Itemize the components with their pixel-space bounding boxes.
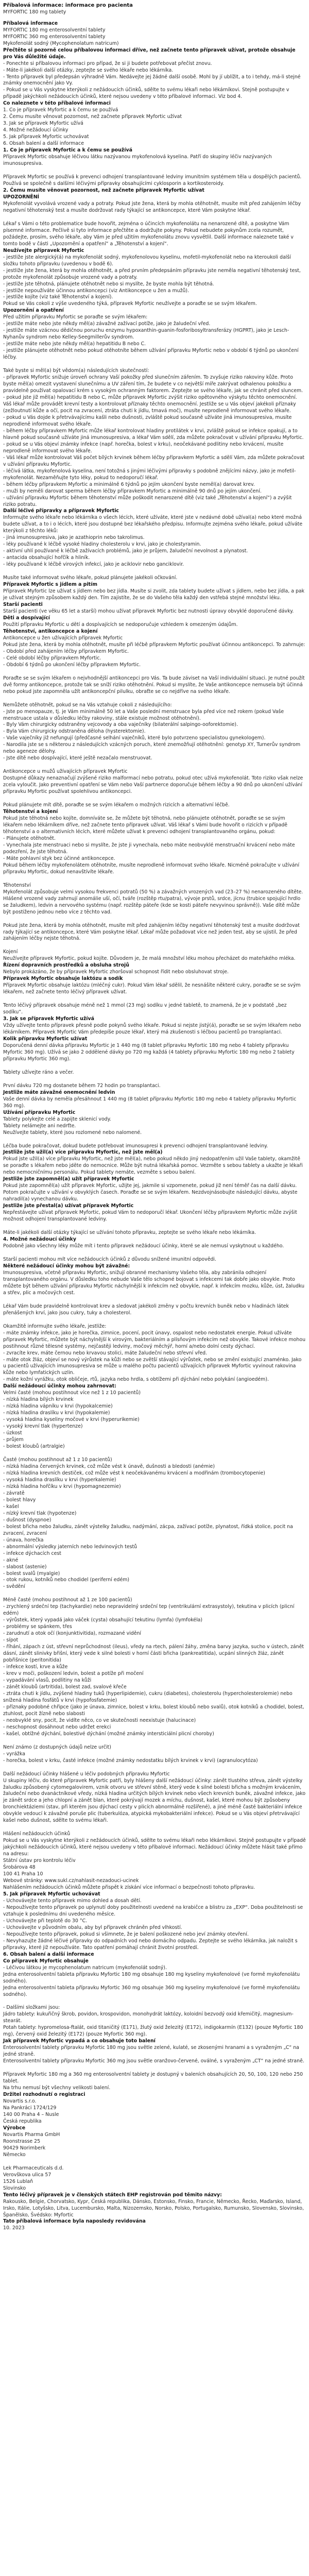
title-spacer — [3, 16, 306, 21]
paragraph: - jestliže jste alergický(á) na mykofenolát sodný, mykofenolovou kyselinu, mofetil-mykofenolát nebo na kteroukoli další složku tohoto přípravku (uvedenou v bodě 6). - jestliže jste žena, která by mohla otěhotnět, a před prvním předepsáním přípravku jste neměla negativní těhotenský test, protože mykofenolát způsobuje vrozené vady a potraty. - jestliže jste těhotná, plánujete otěhotnět nebo si myslíte, že byste mohla být těhotná. - jestliže nepoužíváte účinnou antikoncepci (viz Antikoncepce u žen a mužů). - jestliže kojíte (viz také Těhotenství a kojení). — [3, 254, 301, 300]
paragraph: Informujte svého lékaře nebo lékárníka o všech lécích, které užíváte, které jste v nedávné době užíval(a) nebo které možná budete užívat, a to i o lécích, které jsou dostupné bez lékařského předpisu. Informujte zejména svého lékaře, pokud užíváte kterýkoli z těchto léků: - jiná imunosupresiva, jako je azathioprin nebo takrolimus. - léky používané k léčbě vysoké hladiny cholesterolu v krvi, jako je cholestyramin. - aktivní uhlí používané k léčbě zažívacích problémů, jako je průjem, žaludeční nevolnost a plynatost. - antacida obsahující hořčík a hliník. - léky používané k léčbě virových infekcí, jako je aciklovir nebo ganciklovir. Musíte také informovat svého lékaře, pokud plánujete jakékoli očkování. — [3, 515, 303, 581]
section-heading: Kolik přípravku Myfortic užívat — [3, 1036, 88, 1042]
paragraph: Nebylo prokázáno, že by přípravek Myfortic zhoršoval schopnost řídit nebo obsluhovat stroje. — [3, 969, 229, 975]
section-heading: Přípravek Myfortic obsahuje laktózu a sodík — [3, 976, 123, 982]
document-body — [3, 21, 306, 2232]
paragraph: Přípravek Myfortic obsahuje laktózu (mléčný cukr). Pokud Vám lékař sdělil, že nesnášíte některé cukry, poraďte se se svým lékařem, než začnete tento léčivý přípravek užívat. Tento léčivý přípravek obsahuje méně než 1 mmol (23 mg) sodíku v jedné tabletě, to znamená, že je v podstatě „bez sodíku“. — [3, 982, 301, 1015]
document-title: Příbalová informace: informace pro pacienta — [3, 3, 133, 8]
paragraph: Velmi časté (mohou postihnout více než 1 z 10 pacientů) - nízká hladina bílých krvinek - nízká hladina vápníku v krvi (hypokalcemie) - nízká hladina draslíku v krvi (hypokalemie) - vysoká hladina kyseliny močové v krvi (hyperurikemie) - vysoký krevní tlak (hypertenze) - úzkost - průjem - bolest kloubů (artralgie) Časté (mohou postihnout až 1 z 10 pacientů) - nízká hladina červených krvinek, což může vést k únavě, dušnosti a bledosti (anémie) - nízká hladina krevních destiček, což může vést k neočekávanému krvácení a modřinám (trombocytopenie) - vysoká hladina draslíku v krvi (hyperkalemie) - nízká hladina hořčíku v krvi (hypomagnezemie) - závratě - bolest hlavy - kašel - nízký krevní tlak (hypotenze) - dušnost (dyspnoe) - bolest břicha nebo žaludku, zánět výstelky žaludku, nadýmání, zácpa, zažívací potíže, plynatost, řídká stolice, pocit na zvracení, zvracení - únava, horečka - abnormální výsledky jaterních nebo ledvinových testů - infekce dýchacích cest - akné - slabost (astenie) - bolest svalů (myalgie) - otok rukou, kotníků nebo chodidel (periferní edém) - svědění Méně časté (mohou postihnout až 1 ze 100 pacientů) - zrychlený srdeční tep (tachykardie) nebo nepravidelný srdeční tep (ventrikulární extrasystoly), tekutina v plicích (plicní edém) - výrůstek, který vypadá jako váček (cysta) obsahující tekutinu (lymfa) (lymfokéla) - problémy se spánkem, třes - zarudnutí a otok očí (konjunktivitida), rozmazané vidění - sípot - říhání, zápach z úst, střevní neprůchodnost (ileus), vředy na rtech, pálení žáhy, změna barvy jazyka, sucho v ústech, zánět dásní, zánět slinivky břišní, který vede k silné bolesti v horní části břicha (pankreatitida), ucpání slinných žláz, zánět pobřišnice (peritonitida) - infekce kostí, krve a kůže - krev v moči, poškození ledvin, bolest a potíže při močení - vypadávání vlasů, podlitiny na kůži - zánět kloubů (artritida), bolest zad, svalové křeče - ztráta chuti k jídlu, zvýšené hladiny tuků (hyperlipidemie), cukru (diabetes), cholesterolu (hypercholesterolemie) nebo snížená hladina fosfátů v krvi (hypofosfatemie) - příznaky podobné chřipce (jako je únava, zimnice, bolest v krku, bolest kloubů nebo svalů), otok kotníků a chodidel, bolest, ztuhlost, pocit žízně nebo slabosti - neobvyklé sny, pocit, že vidíte něco, co ve skutečnosti neexistuje (halucinace) - neschopnost dosáhnout nebo udržet erekci - kašel, obtížné dýchání, bolestivé dýchání (možné známky intersticiální plicní choroby) Není známo (z dostupných údajů nelze určit) - vyrážka - horečka, bolest v krku, časté infekce (možné známky nedostatku bílých krvinek v krvi) (agranulocytóza) Další nežádoucí účinky hlášené u léčiv podobných přípravku Myfortic U skupiny léčiv, do které přípravek Myfortic patří, byly hlášeny další nežádoucí účinky: zánět tlustého střeva, zánět výstelky žaludku způsobený cytomegalovirem, vznik otvoru ve střevní stěně, který vede k silné bolesti břicha s možným krvácením, žaludeční nebo dvanáctníkové vředy, nízká hladina určitých bílých krvinek nebo všech krevních buněk, závažné infekce, jako je zánět srdce a jeho chlopní a zánět blan, které pokrývají mozek a míchu, dušnost, kašel, které mohou být způsobeny bronchiektáziemi (stav, při kterém jsou dýchací cesty v plicích abnormálně rozšířené), a jiné méně časté bakteriální infekce obvykle vedoucí k závažné poruše plic (tuberkulóza, atypická mykobakteriální infekce). Pokud se u Vás objeví přetrvávající kašel nebo dušnost, sdělte to svému lékaři. Hlášení nežádoucích účinků Pokud se u Vás vyskytne kterýkoli z nežádoucích účinků, sdělte to svému lékaři nebo lékárníkovi. Stejně postupujte v případě jakýchkoli nežádoucích účinků, které nejsou uvedeny v této příbalové informaci. Nežádoucí účinky můžete hlásit také přímo na adresu: Státní ústav pro kontrolu léčiv Šrobárova 48 100 41 Praha 10 Webové stránky: www.sukl.cz/nahlasit-nezadouci-ucinek Nahlášením nežádoucích účinků můžete přispět k získání více informací o bezpečnosti tohoto přípravku. — [3, 1390, 306, 1891]
paragraph: MYFORTIC 180 mg enterosolventní tablety MYFORTIC 360 mg enterosolventní tablety Mykofenolát sodný (Mycophenolatum natricum) — [3, 27, 119, 46]
paragraph: - Uchovávejte tento přípravek mimo dohled a dosah dětí. - Nepoužívejte tento přípravek po uplynutí doby použitelnosti uvedené na krabičce a blistru za „EXP“. Doba použitelnosti se vztahuje k poslednímu dni uvedeného měsíce. - Uchovávejte při teplotě do 30 °C. - Uchovávejte v původním obalu, aby byl přípravek chráněn před vlhkostí. - Nepoužívejte tento přípravek, pokud si všimnete, že je balení poškozené nebo jeví známky otevření. - Nevyhazujte žádné léčivé přípravky do odpadních vod nebo domácího odpadu. Zeptejte se svého lékárníka, jak naložit s přípravky, které již nepoužíváte. Tato opatření pomáhají chránit životní prostředí. — [3, 1897, 303, 1951]
paragraph: Rakousko, Belgie, Chorvatsko, Kypr, Česká republika, Dánsko, Estonsko, Finsko, Francie, Německo, Řecko, Maďarsko, Island, Irsko, Itálie, Lotyšsko, Litva, Lucembursko, Malta, Nizozemsko, Norsko, Polsko, Portugalsko, Rumunsko, Slovensko, Slovinsko, Španělsko, Švédsko: Myfortic — [3, 2198, 305, 2218]
section-heading: 1. Co je přípravek Myfortic a k čemu se používá — [3, 147, 132, 154]
paragraph: Přípravek Myfortic obsahuje léčivou látku nazývanou mykofenolová kyselina. Patří do skupiny léčiv nazývaných imunosupresiva. Přípravek Myfortic se používá k prevenci odhojení transplantované ledviny imunitním systémem těla u dospělých pacientů. Používá se společně s dalšími léčivými přípravky obsahujícími cyklosporin a kortikosteroidy. — [3, 154, 302, 187]
section-heading: Tato příbalová informace byla naposledy revidována — [3, 2218, 146, 2225]
paragraph: 10. 2023 — [3, 2225, 25, 2231]
section-heading: Jak přípravek Myfortic vypadá a co obsahuje toto balení — [3, 2038, 156, 2044]
section-heading: Přípravek Myfortic s jídlem a pitím — [3, 582, 98, 588]
paragraph: Vždy užívejte tento přípravek přesně podle pokynů svého lékaře. Pokud si nejste jistý(á), poraďte se se svým lékařem nebo lékárníkem. Přípravek Myfortic Vám předepíše pouze lékař, který má zkušenosti s léčbou pacientů po transplantaci. — [3, 1023, 303, 1036]
paragraph: Enterosolventní tablety přípravku Myfortic 180 mg jsou světle zelené, kulaté, se zkosenými hranami a s vyraženým „C“ na jedné straně. Enterosolventní tablety přípravku Myfortic 360 mg jsou světle oranžovo-červené, oválné, s vyraženým „CT“ na jedné straně. Přípravek Myfortic 180 mg a 360 mg enterosolventní tablety je dostupný v baleních obsahujících 20, 50, 100, 120 nebo 250 tablet. Na trhu nemusí být všechny velikosti balení. — [3, 2045, 304, 2091]
section-heading: Jestliže jste zapomněl(a) užít přípravek Myfortic — [3, 1176, 134, 1182]
paragraph: Imunosupresiva, včetně přípravku Myfortic, snižují obranné mechanismy Vašeho těla, aby zabránila odhojení transplantovaného orgánu. V důsledku toho nebude Vaše tělo schopné bojovat s infekcemi tak dobře jako obvykle. Proto můžete být během užívání přípravku Myfortic náchylnější k infekcím než obvykle, např. k infekcím mozku, kůže, úst, žaludku a střev, plic a močových cest. Lékař Vám bude pravidelně kontrolovat krev a sledovat jakékoli změny v počtu krevních buněk nebo v hladinách látek přenášených krví, jako jsou cukry, tuky a cholesterol. Okamžitě informujte svého lékaře, jestliže: - máte známky infekce, jako je horečka, zimnice, pocení, pocit únavy, ospalost nebo nedostatek energie. Pokud užíváte přípravek Myfortic, můžete být náchylnější k virovým, bakteriálním a plísňovým infekcím než obvykle. Takové infekce mohou postihnout různé tělesné systémy, nejčastěji ledviny, močový měchýř, horní a/nebo dolní cesty dýchací. - zvracíte krev, máte černou nebo krvavou stolici, máte žaludeční nebo střevní vřed. - máte otok žláz, objeví se nový výrůstek na kůži nebo se zvětší stávající výrůstek, nebo se změní existující znaménko. Jako u pacientů užívajících imunosupresiva se může u malého počtu pacientů užívajících přípravek Myfortic vyvinout rakovina kůže nebo lymfatických uzlin. - máte kožní vyrážku, otok obličeje, rtů, jazyka nebo hrdla, s obtížemi při dýchání nebo polykání (angioedém). — [3, 1269, 306, 1383]
paragraph: Použití přípravku Myfortic u dětí a dospívajících se nedoporučuje vzhledem k omezeným údajům. — [3, 621, 238, 628]
section-heading: 5. Jak přípravek Myfortic uchovávat — [3, 1891, 100, 1897]
section-heading: Jestliže jste přestal(a) užívat přípravek Myfortic — [3, 1203, 134, 1209]
section-heading: Řízení dopravních prostředků a obsluha strojů — [3, 962, 129, 969]
section-heading: Tento léčivý přípravek je v členských státech EHP registrován pod těmito názvy: — [3, 2192, 222, 2198]
paragraph: Tablety polykejte celé a zapijte sklenicí vody. Tablety nelámejte ani nedrťte. Neužívejte tablety, které jsou rozlomené nebo nalomené. Léčba bude pokračovat, dokud budete potřebovat imunosupresi k prevenci odhojení transplantované ledviny. — [3, 1116, 268, 1149]
section-heading: Děti a dospívající — [3, 615, 50, 621]
paragraph: Před užitím přípravku Myfortic se poraďte se svým lékařem: - jestliže máte nebo jste někdy měl(a) závažné zažívací potíže, jako je žaludeční vřed. - jestliže máte vzácnou dědičnou poruchu enzymu hypoxanthin-guanin-fosforibosyltransferázy (HGPRT), jako je Lesch-Nyhanův syndrom nebo Kelley-Seegmillerův syndrom. - jestliže máte nebo jste někdy měl(a) hepatitidu B nebo C. - jestliže plánujete otěhotnět nebo pokud otěhotníte během užívání přípravku Myfortic nebo v období 6 týdnů po ukončení léčby. Také byste si měl(a) být vědom(a) následujících skutečností: - přípravek Myfortic snižuje úroveň ochrany Vaší pokožky před slunečním zářením. To zvyšuje riziko rakoviny kůže. Proto byste měl(a) omezit vystavení slunečnímu a UV záření tím, že budete v co největší míře zakrývat odhalenou pokožku a pravidelně používat opalovací krém s vysokým ochranným faktorem. Zeptejte se svého lékaře, jak se chránit před sluncem. - pokud jste již měl(a) hepatitidu B nebo C, může přípravek Myfortic zvýšit riziko opětovného výskytu těchto onemocnění. Váš lékař může provádět krevní testy a kontrolovat příznaky těchto onemocnění. Jestliže se u Vás objeví jakékoli příznaky (zežloutnutí kůže a očí, pocit na zvracení, ztráta chuti k jídlu, tmavá moč), musíte neprodleně informovat svého lékaře. - pokud u Vás dojde k přetrvávajícímu kašli nebo dušnosti, zvláště pokud současně užíváte jiná imunosupresiva, musíte neprodleně informovat svého lékaře. - během léčby přípravkem Myfortic může lékař kontrolovat hladiny protilátek v krvi, zvláště pokud se infekce opakují, a to hlavně pokud současně užíváte jiná imunosupresiva, a lékař Vám sdělí, zda můžete pokračovat v užívání přípravku Myfortic. - pokud se u Vás objeví známky infekce (např. horečka, bolest v krku), neočekávané podlitiny nebo krvácení, musíte neprodleně informovat svého lékaře. - Váš lékař může kontrolovat Váš počet bílých krvinek během léčby přípravkem Myfortic a sdělí Vám, zda můžete pokračovat v užívání přípravku Myfortic. - léčivá látka, mykofenolová kyselina, není totožná s jinými léčivými přípravky s podobně znějícími názvy, jako je mofetil-mykofenolát. Nezaměňujte tyto léky, pokud to nedoporučí lékař. - během léčby přípravkem Myfortic a minimálně 6 týdnů po jejím ukončení byste neměl(a) darovat krev. - muži by neměli darovat sperma během léčby přípravkem Myfortic a minimálně 90 dnů po jejím ukončení. - užívání přípravku Myfortic během těhotenství může poškodit nenarozené dítě (viz také „Těhotenství a kojení“) a zvýšit riziko potratu. — [3, 314, 305, 507]
paragraph: Mykofenolát vyvolává vrozené vady a potraty. Pokud jste žena, která by mohla otěhotnět, musíte mít před zahájením léčby negativní těhotenský test a musíte dodržovat rady týkající se antikoncepce, které Vám poskytne lékař. Lékař s Vámi o této problematice bude hovořit, zejména o účincích mykofenolátu na nenarozené dítě, a poskytne Vám písemné informace. Pečlivě si tyto informace přečtěte a dodržujte pokyny. Pokud nebudete pokynům zcela rozumět, požádejte, prosím, svého lékaře, aby Vám je před užitím mykofenolátu znovu vysvětlil. Další informace naleznete také v tomto bodě v části „Upozornění a opatření“ a „Těhotenství a kojení“. — [3, 200, 301, 247]
document-subtitle: MYFORTIC 180 mg tablety — [3, 9, 66, 15]
section-heading: Co přípravek Myfortic obsahuje — [3, 1958, 89, 1964]
section-heading: Jestliže jste užil(a) více přípravku Myfortic, než jste měl(a) — [3, 1149, 163, 1156]
paragraph: Antikoncepce u žen užívajících přípravek Myfortic Pokud jste žena, která by mohla otěhotnět, musíte při léčbě přípravkem Myfortic používat účinnou antikoncepci. To zahrnuje: - Období před zahájením léčby přípravkem Myfortic. - Celé období léčby přípravkem Myfortic. - Období 6 týdnů po ukončení léčby přípravkem Myfortic. Poraďte se se svým lékařem o nejvhodnější antikoncepci pro Vás. Ta bude záviset na Vaší individuální situaci. Je nutné použít dvě formy antikoncepce, protože tak se sníží riziko otěhotnění. Pokud si myslíte, že Vaše antikoncepce nemusela být účinná nebo pokud jste zapomněla užít antikoncepční pilulku, obraťte se co nejdříve na svého lékaře. Nemůžete otěhotnět, pokud se na Vás vztahuje cokoli z následujícího: - Jste po menopauze, tj. je Vám minimálně 50 let a Vaše poslední menstruace byla před více než rokem (pokud Vaše menstruace ustala v důsledku léčby rakoviny, stále existuje možnost otěhotnění). - Byly Vám chirurgicky odstraněny vejcovody a oba vaječníky (bilaterální salpingo-ooforektomie). - Byla Vám chirurgicky odstraněna děloha (hysterektomie). - Vaše vaječníky již nefungují (předčasné selhání vaječníků, které bylo potvrzeno specialistou gynekologem). - Narodila jste se s některou z následujících vzácných poruch, které znemožňují otěhotnění: genotyp XY, Turnerův syndrom nebo ageneze dělohy. - Jste dítě nebo dospívající, které ještě nezačalo menstruovat. Antikoncepce u mužů užívajících přípravek Myfortic Dostupné důkazy nenaznačují zvýšené riziko malformací nebo potratu, pokud otec užívá mykofenolát. Toto riziko však nelze zcela vyloučit. Jako preventivní opatření se Vám nebo Vaší partnerce doporučuje během léčby a 90 dnů po ukončení užívání přípravku Myfortic používat spolehlivou antikoncepci. Pokud plánujete mít dítě, poraďte se se svým lékařem o možných rizicích a alternativní léčbě. — [3, 635, 305, 808]
section-heading: Starší pacienti — [3, 602, 43, 608]
section-heading: 2. Čemu musíte věnovat pozornost, než začnete přípravek Myfortic užívat — [3, 187, 204, 193]
section-heading: Těhotenství, antikoncepce a kojení — [3, 628, 98, 634]
section-heading: Některé nežádoucí účinky mohou být závažné: — [3, 1263, 130, 1269]
paragraph: - Léčivou látkou je mycophenolatum natricum (mykofenolát sodný). Jedna enterosolventní tableta přípravku Myfortic 180 mg obsahuje 180 mg kyseliny mykofenolové (ve formě mykofenolátu sodného). Jedna enterosolventní tableta přípravku Myfortic 360 mg obsahuje 360 mg kyseliny mykofenolové (ve formě mykofenolátu sodného). - Dalšími složkami jsou: Jádro tablety: kukuřičný škrob, povidon, krospovidon, monohydrát laktózy, koloidní bezvodý oxid křemičitý, magnesium-stearát. Potah tablety: hypromelosa-ftalát, oxid titaničitý (E171), žlutý oxid železitý (E172), indigokarmín (E132) (pouze Myfortic 180 mg), červený oxid železitý (E172) (pouze Myfortic 360 mg). — [3, 1964, 303, 2038]
section-heading: Výrobce — [3, 2125, 26, 2131]
section-heading: Příbalová informace — [3, 20, 58, 26]
paragraph: Přípravek Myfortic lze užívat s jídlem nebo bez jídla. Musíte si zvolit, zda tablety budete užívat s jídlem, nebo bez jídla, a pak je užívat stejným způsobem každý den. Tím zajistíte, že se do Vašeho těla každý den vstřebá stejné množství léku. — [3, 588, 306, 601]
section-heading: UPOZORNĚNÍ — [3, 194, 40, 200]
paragraph: Nepřestávejte užívat přípravek Myfortic, pokud Vám to nedoporučí lékař. Ukončení léčby přípravkem Myfortic může zvýšit možnost odhojení transplantované ledviny. Máte-li jakékoli další otázky týkající se užívání tohoto přípravku, zeptejte se svého lékaře nebo lékárníka. — [3, 1210, 297, 1236]
paragraph: Pokud se Vás cokoli z výše uvedeného týká, přípravek Myfortic neužívejte a poraďte se se svým lékařem. — [3, 301, 257, 307]
section-heading: Další léčivé přípravky a přípravek Myfortic — [3, 508, 119, 514]
paragraph: Starší pacienti (ve věku 65 let a starší) mohou užívat přípravek Myfortic bez nutnosti úpravy obvyklé doporučené dávky. — [3, 608, 294, 615]
paragraph: Vaše denní dávka by neměla přesáhnout 1 440 mg (8 tablet přípravku Myfortic 180 mg nebo 4 tablety přípravku Myfortic 360 mg). — [3, 1096, 298, 1109]
paragraph: Novartis s.r.o. Na Pankráci 1724/129 140 00 Praha 4 – Nusle Česká republika — [3, 2098, 59, 2124]
section-heading: 3. Jak se přípravek Myfortic užívá — [3, 1016, 94, 1022]
paragraph: Doporučená denní dávka přípravku Myfortic je 1 440 mg (8 tablet přípravku Myfortic 180 mg nebo 4 tablety přípravku Myfortic 360 mg). Užívá se jako 2 oddělené dávky po 720 mg každá (4 tablety přípravku Myfortic 180 mg nebo 2 tablety přípravku Myfortic 360 mg). Tablety užívejte ráno a večer. První dávku 720 mg dostanete během 72 hodin po transplantaci. — [3, 1042, 295, 1089]
section-heading: Upozornění a opatření — [3, 308, 64, 314]
section-heading: Další nežádoucí účinky mohou zahrnovat: — [3, 1383, 116, 1389]
section-heading: Neužívejte přípravek Myfortic — [3, 247, 84, 253]
section-heading: Jestliže máte závažné onemocnění ledvin — [3, 1089, 115, 1095]
section-heading: Těhotenství a kojení — [3, 809, 58, 815]
paragraph: Podobně jako všechny léky může mít i tento přípravek nežádoucí účinky, které se ale nemusí vyskytnout u každého. Starší pacienti mohou mít více nežádoucích účinků z důvodu snížené imunitní odpovědi. — [3, 1243, 284, 1262]
paragraph: - Ponechte si příbalovou informaci pro případ, že si ji budete potřebovat přečíst znovu. - Máte-li jakékoli další otázky, zeptejte se svého lékaře nebo lékárníka. - Tento přípravek byl předepsán výhradně Vám. Nedávejte jej žádné další osobě. Mohl by jí ublížit, a to i tehdy, má-li stejné známky onemocnění jako Vy. - Pokud se u Vás vyskytne kterýkoli z nežádoucích účinků, sdělte to svému lékaři nebo lékárníkovi. Stejně postupujte v případě jakýchkoli nežádoucích účinků, které nejsou uvedeny v této příbalové informaci. Viz bod 4. — [3, 60, 301, 100]
section-heading: Přečtěte si pozorně celou příbalovou informaci dříve, než začnete tento přípravek užívat, protože obsahuje pro Vás důležité údaje. — [3, 47, 296, 60]
paragraph: Pokud jste těhotná nebo kojíte, domníváte se, že můžete být těhotná, nebo plánujete otěhotnět, poraďte se se svým lékařem nebo lékárníkem dříve, než začnete tento přípravek užívat. Váš lékař s Vámi bude hovořit o rizicích v případě těhotenství a o alternativních lécích, které můžete užívat k prevenci odhojení transplantovaného orgánu, pokud: - Plánujete otěhotnět. - Vynechala jste menstruaci nebo si myslíte, že jste ji vynechala, nebo máte neobvyklé menstruační krvácení nebo máte podezření, že jste těhotná. - Máte pohlavní styk bez účinné antikoncepce. Pokud během léčby mykofenolátem otěhotníte, musíte neprodleně informovat svého lékaře. Nicméně pokračujte v užívání přípravku Myfortic, dokud nenavštívíte lékaře. Těhotenství Mykofenolát způsobuje velmi vysokou frekvenci potratů (50 %) a závažných vrozených vad (23–27 %) nenarozeného dítěte. Hlášené vrozené vady zahrnují anomálie uší, očí, tváře (rozštěp rtu/patra), vývoje prstů, srdce, jícnu (trubice spojující hrdlo se žaludkem), ledvin a nervového systému (např. rozštěp páteře (kde se kosti páteře nevyvinou správně)). Vaše dítě může být postiženo jednou nebo více z těchto vad. Pokud jste žena, která by mohla otěhotnět, musíte mít před zahájením léčby negativní těhotenský test a musíte dodržovat rady týkající se antikoncepce, které Vám poskytne lékař. Lékař může požadovat více než jeden test, aby se ujistil, že před zahájením léčby nejste těhotná. Kojení Neužívejte přípravek Myfortic, pokud kojíte. Důvodem je, že malá množství léku mohou přecházet do mateřského mléka. — [3, 816, 303, 962]
section-heading: Užívání přípravku Myfortic — [3, 1109, 76, 1115]
section-heading: 6. Obsah balení a další informace — [3, 1951, 94, 1957]
section-heading: 4. Možné nežádoucí účinky — [3, 1236, 77, 1243]
paragraph: 1. Co je přípravek Myfortic a k čemu se používá 2. Čemu musíte věnovat pozornost, než začnete přípravek Myfortic užívat 3. Jak se přípravek Myfortic užívá 4. Možné nežádoucí účinky 5. Jak přípravek Myfortic uchovávat 6. Obsah balení a další informace — [3, 107, 182, 147]
paragraph: Pokud jste užil(a) více přípravku Myfortic, než jste měl(a), nebo pokud někdo jiný nedopatřením užil Vaše tablety, okamžitě se poraďte s lékařem nebo jděte do nemocnice. Může být nutná lékařská pomoc. Vezměte s sebou tablety a ukažte je lékaři nebo nemocničnímu personálu. Pokud tablety nemáte, vezměte s sebou balení. — [3, 1156, 304, 1176]
paragraph: Novartis Pharma GmbH Roonstrasse 25 90429 Norimberk Německo Lek Pharmaceuticals d.d. Verovškova ulica 57 1526 Lublaň Slovinsko — [3, 2131, 64, 2191]
section-heading: Držitel rozhodnutí o registraci — [3, 2092, 85, 2098]
paragraph: Pokud jste zapomněl(a) užít přípravek Myfortic, užijte jej, jakmile si vzpomenete, pokud již není téměř čas na další dávku. Potom pokračujte v užívání v obvyklých časech. Poraďte se se svým lékařem. Nezdvojnásobujte následující dávku, abyste nahradil(a) vynechanou dávku. — [3, 1183, 299, 1202]
section-heading: Co naleznete v této příbalové informaci — [3, 100, 111, 107]
